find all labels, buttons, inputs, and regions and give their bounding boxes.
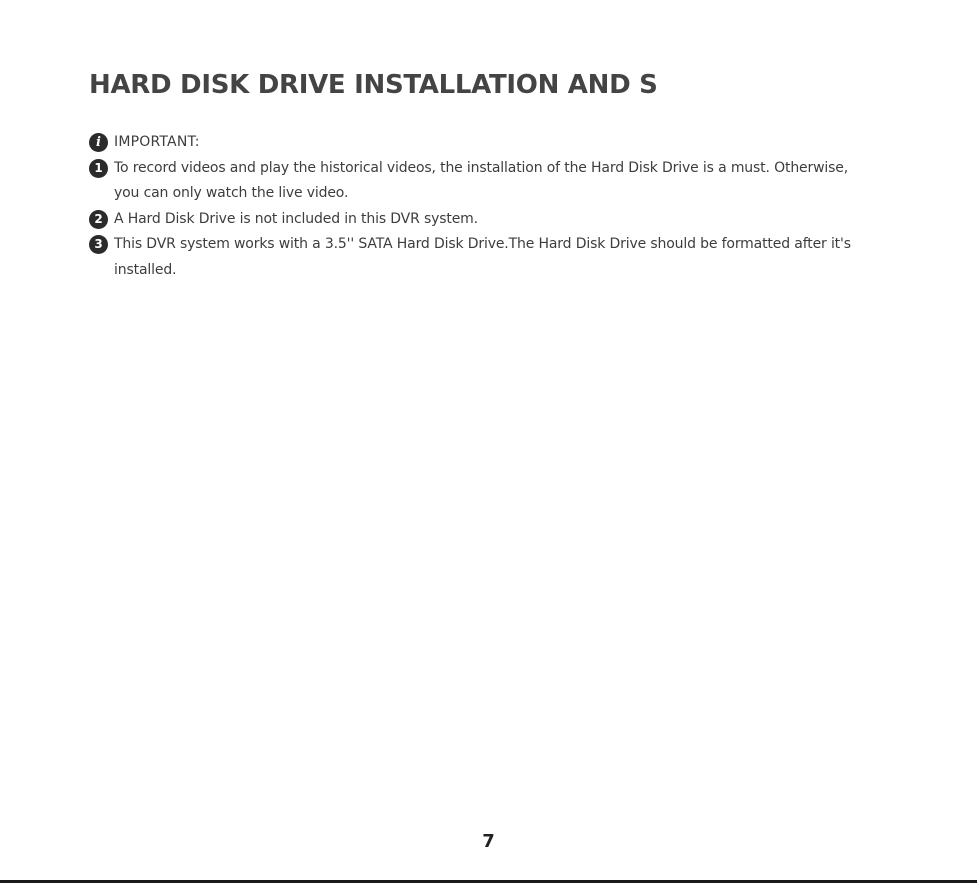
note-item bbox=[89, 232, 869, 283]
number-badge-2: 2 bbox=[89, 210, 108, 229]
important-heading bbox=[89, 130, 869, 156]
number-badge-1: 1 bbox=[89, 159, 108, 178]
page-number: 7 bbox=[482, 831, 495, 852]
important-notes bbox=[89, 130, 869, 283]
note-item bbox=[89, 156, 869, 207]
note-text: This DVR system works with a 3.5'' SATA Hard Disk Drive.The Hard Disk Drive should be formatted after it's installed. bbox=[114, 236, 851, 278]
info-icon: i bbox=[89, 133, 108, 152]
note-item bbox=[89, 207, 869, 233]
page-title: HARD DISK DRIVE INSTALLATION AND S bbox=[89, 70, 658, 100]
note-text: To record videos and play the historical videos, the installation of the Hard Disk Drive is a must. Otherwise, you can only watch the live video. bbox=[114, 159, 849, 201]
important-label: IMPORTANT: bbox=[114, 134, 200, 150]
number-badge-3: 3 bbox=[89, 235, 108, 254]
note-text: A Hard Disk Drive is not included in this DVR system. bbox=[114, 210, 478, 227]
